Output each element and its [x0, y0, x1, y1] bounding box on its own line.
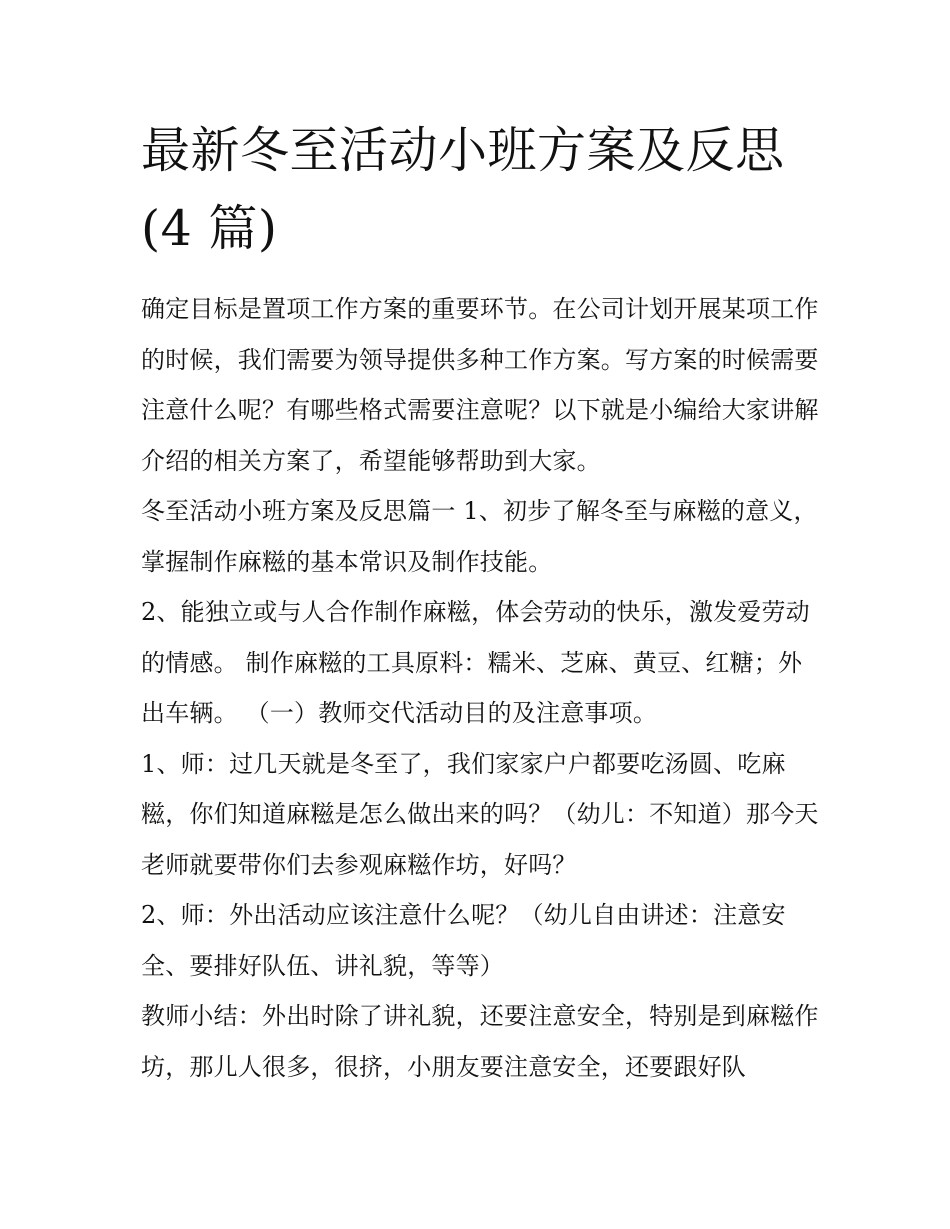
paragraph-intro: 确定目标是置项工作方案的重要环节。在公司计划开展某项工作的时候，我们需要为领导提供多种工作方案。写方案的时候需要注意什么呢？有哪些格式需要注意呢？以下就是小编给大家讲解介绍的相关方案了，希望能够帮助到大家。: [141, 295, 819, 475]
paragraph-summary: 教师小结：外出时除了讲礼貌，还要注意安全，特别是到麻糍作坊，那儿人很多，很挤，小朋友要注意安全，还要跟好队: [141, 1002, 819, 1081]
paragraph-step-2: 2、师：外出活动应该注意什么呢？（幼儿自由讲述：注意安全、要排好队伍、讲礼貌，等等）: [141, 901, 786, 980]
title-line-1: 最新冬至活动小班方案及反思: [141, 122, 785, 179]
paragraph-step-1: 1、师：过几天就是冬至了，我们家家户户都要吃汤圆、吃麻糍，你们知道麻糍是怎么做出来的吗？（幼儿：不知道）那今天老师就要带你们去参观麻糍作坊，好吗？: [141, 749, 819, 879]
paragraph-objective-1: 冬至活动小班方案及反思篇一 1、初步了解冬至与麻糍的意义，掌握制作麻糍的基本常识及制作技能。: [141, 497, 818, 576]
document-title: [141, 112, 821, 268]
title-line-2: (4 篇): [141, 200, 278, 257]
paragraph-objective-2: 2、能独立或与人合作制作麻糍，体会劳动的快乐，激发爱劳动的情感。 制作麻糍的工具原料：糯米、芝麻、黄豆、红糖；外出车辆。 （一）教师交代活动目的及注意事项。: [141, 598, 810, 727]
document-body: [141, 112, 821, 1092]
